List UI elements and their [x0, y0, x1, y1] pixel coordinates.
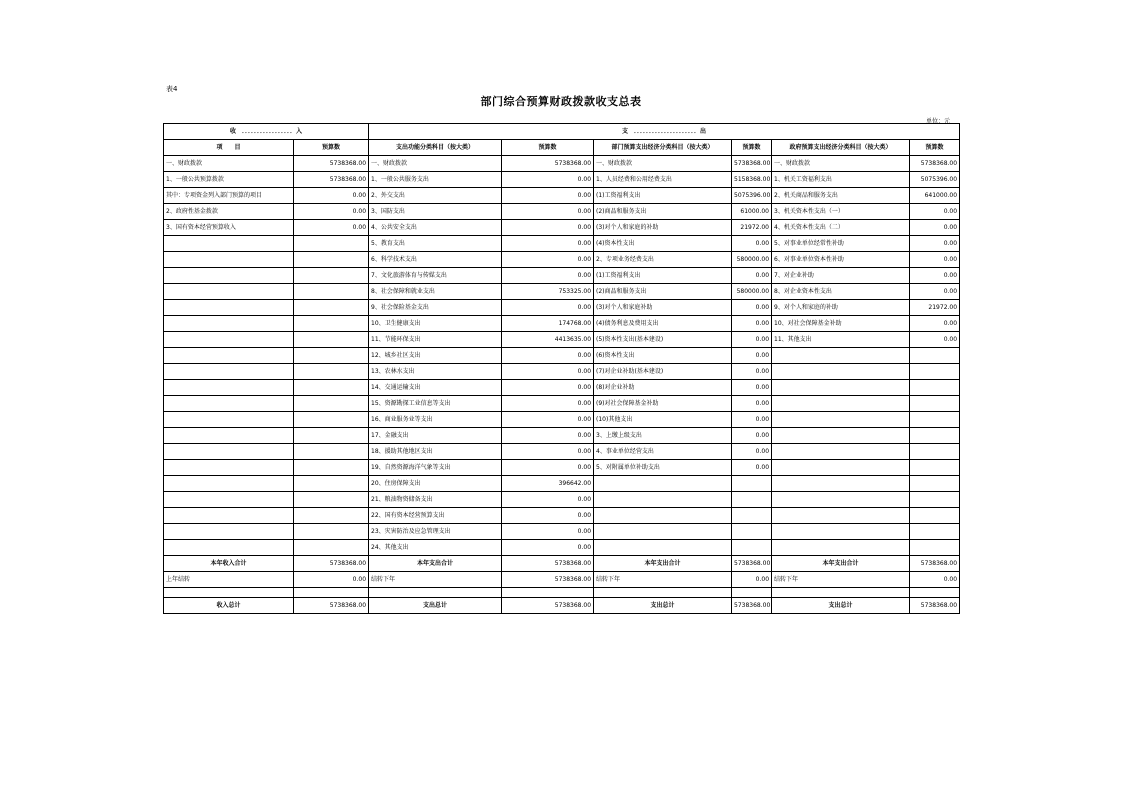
dept-econ-value: 5738368.00	[732, 156, 772, 172]
empty-cell	[772, 588, 910, 598]
dept-econ-item: (4)资本性支出	[594, 236, 732, 252]
dept-econ-item	[594, 476, 732, 492]
gov-econ-item	[772, 380, 910, 396]
dept-econ-value: 5075396.00	[732, 188, 772, 204]
table-row	[164, 316, 960, 332]
func-item: 17、金融支出	[369, 428, 502, 444]
gov-econ-value	[910, 428, 960, 444]
income-value	[294, 412, 369, 428]
dept-econ-item: 3、上缴上级支出	[594, 428, 732, 444]
carry-out-value: 5738368.00	[502, 572, 594, 588]
dept-econ-item: 2、专项业务经费支出	[594, 252, 732, 268]
dept-econ-value: 580000.00	[732, 284, 772, 300]
dept-econ-item: (7)对企业补助(基本建设)	[594, 364, 732, 380]
gov-econ-value	[910, 540, 960, 556]
table-row	[164, 300, 960, 316]
income-value	[294, 252, 369, 268]
gov-econ-value	[910, 508, 960, 524]
dept-econ-value	[732, 540, 772, 556]
dept-econ-item	[594, 540, 732, 556]
income-value	[294, 236, 369, 252]
func-value: 4413635.00	[502, 332, 594, 348]
func-value: 0.00	[502, 508, 594, 524]
income-item	[164, 412, 294, 428]
gov-econ-item	[772, 396, 910, 412]
income-value	[294, 268, 369, 284]
func-item: 12、城乡社区支出	[369, 348, 502, 364]
gov-econ-value: 0.00	[910, 316, 960, 332]
dept-econ-value: 61000.00	[732, 204, 772, 220]
gov-econ-value	[910, 412, 960, 428]
func-item: 5、教育支出	[369, 236, 502, 252]
expense-total-label: 支出总计	[772, 598, 910, 614]
func-value: 0.00	[502, 236, 594, 252]
income-item	[164, 396, 294, 412]
func-value: 0.00	[502, 252, 594, 268]
col-header-budget: 预算数	[910, 140, 960, 156]
dept-econ-value: 0.00	[732, 268, 772, 284]
expense-total-value: 5738368.00	[732, 598, 772, 614]
income-item: 其中：专项资金列入部门预算的项目	[164, 188, 294, 204]
gov-econ-value: 0.00	[910, 284, 960, 300]
dept-econ-item: (2)商品和服务支出	[594, 284, 732, 300]
income-value	[294, 524, 369, 540]
expense-year-total-label: 本年支出合计	[594, 556, 732, 572]
budget-summary-table	[163, 123, 960, 614]
gov-econ-item: 5、对事业单位经常性补助	[772, 236, 910, 252]
dept-econ-item: (1)工资福利支出	[594, 268, 732, 284]
dept-econ-value: 0.00	[732, 428, 772, 444]
income-item: 2、政府性基金拨款	[164, 204, 294, 220]
dept-econ-item: (8)对企业补助	[594, 380, 732, 396]
table-row	[164, 348, 960, 364]
expense-year-total-value: 5738368.00	[732, 556, 772, 572]
dept-econ-item	[594, 492, 732, 508]
dept-econ-item: (6)资本性支出	[594, 348, 732, 364]
dept-econ-item: (2)商品和服务支出	[594, 204, 732, 220]
gov-econ-item: 9、对个人和家庭的补助	[772, 300, 910, 316]
income-group-header: 收 ．．．．．．．．．．．．．．．．．入	[164, 124, 369, 140]
table-label: 表4	[166, 85, 178, 93]
income-value: 0.00	[294, 220, 369, 236]
dept-econ-item: 5、对附属单位补助支出	[594, 460, 732, 476]
func-item: 20、住房保障支出	[369, 476, 502, 492]
table-row	[164, 444, 960, 460]
column-header-row	[164, 140, 960, 156]
income-item: 3、国有资本经营预算收入	[164, 220, 294, 236]
func-item: 4、公共安全支出	[369, 220, 502, 236]
func-item: 15、资源勘探工业信息等支出	[369, 396, 502, 412]
gov-econ-item	[772, 428, 910, 444]
gov-econ-value: 0.00	[910, 236, 960, 252]
dept-econ-item: (5)资本性支出(基本建设)	[594, 332, 732, 348]
gov-econ-item	[772, 364, 910, 380]
dept-econ-value	[732, 492, 772, 508]
gov-econ-item	[772, 460, 910, 476]
gov-econ-item	[772, 524, 910, 540]
gov-econ-value	[910, 380, 960, 396]
func-value: 0.00	[502, 172, 594, 188]
table-row	[164, 156, 960, 172]
gov-econ-value	[910, 444, 960, 460]
table-row	[164, 412, 960, 428]
func-item: 24、其他支出	[369, 540, 502, 556]
income-item	[164, 332, 294, 348]
func-item: 23、灾害防治及应急管理支出	[369, 524, 502, 540]
gov-econ-item	[772, 540, 910, 556]
func-value: 396642.00	[502, 476, 594, 492]
dept-econ-value: 5158368.00	[732, 172, 772, 188]
income-item	[164, 236, 294, 252]
income-item: 一、财政拨款	[164, 156, 294, 172]
income-item	[164, 348, 294, 364]
income-value	[294, 540, 369, 556]
carry-out-label: 结转下年	[772, 572, 910, 588]
col-header-budget: 预算数	[502, 140, 594, 156]
grand-total-row	[164, 598, 960, 614]
expense-total-value: 5738368.00	[502, 598, 594, 614]
group-header-row	[164, 124, 960, 140]
func-item: 2、外交支出	[369, 188, 502, 204]
income-value	[294, 380, 369, 396]
income-item	[164, 476, 294, 492]
dept-econ-value: 0.00	[732, 412, 772, 428]
func-item: 9、社会保险基金支出	[369, 300, 502, 316]
carry-in-value: 0.00	[294, 572, 369, 588]
func-item: 一、财政拨款	[369, 156, 502, 172]
empty-cell	[369, 588, 502, 598]
gov-econ-value	[910, 348, 960, 364]
income-value: 0.00	[294, 204, 369, 220]
dept-econ-item: (3)对个人和家庭的补助	[594, 220, 732, 236]
income-value	[294, 300, 369, 316]
income-value	[294, 364, 369, 380]
carry-out-value: 0.00	[732, 572, 772, 588]
income-item	[164, 508, 294, 524]
gov-econ-item	[772, 348, 910, 364]
func-value: 0.00	[502, 540, 594, 556]
income-item	[164, 444, 294, 460]
dept-econ-item	[594, 524, 732, 540]
gov-econ-value	[910, 396, 960, 412]
expense-total-label: 支出总计	[594, 598, 732, 614]
income-value	[294, 284, 369, 300]
func-item: 18、援助其他地区支出	[369, 444, 502, 460]
func-value: 753325.00	[502, 284, 594, 300]
table-row	[164, 396, 960, 412]
page-title: 部门综合预算财政拨款收支总表	[480, 95, 642, 108]
income-value	[294, 476, 369, 492]
income-value	[294, 332, 369, 348]
gov-econ-item: 1、机关工资福利支出	[772, 172, 910, 188]
expense-year-total-value: 5738368.00	[502, 556, 594, 572]
income-value	[294, 348, 369, 364]
income-value	[294, 508, 369, 524]
dept-econ-value: 21972.00	[732, 220, 772, 236]
table-row	[164, 476, 960, 492]
func-item: 19、自然资源海洋气象等支出	[369, 460, 502, 476]
expense-total-value: 5738368.00	[910, 598, 960, 614]
gov-econ-value	[910, 460, 960, 476]
dept-econ-value: 0.00	[732, 444, 772, 460]
gov-econ-item	[772, 476, 910, 492]
expense-year-total-label: 本年支出合计	[369, 556, 502, 572]
table-row	[164, 540, 960, 556]
dept-econ-value: 0.00	[732, 348, 772, 364]
expense-total-label: 支出总计	[369, 598, 502, 614]
func-value: 0.00	[502, 428, 594, 444]
func-value: 0.00	[502, 364, 594, 380]
gov-econ-item: 6、对事业单位资本性补助	[772, 252, 910, 268]
gov-econ-item: 2、机关商品和服务支出	[772, 188, 910, 204]
col-header-budget: 预算数	[294, 140, 369, 156]
gov-econ-item: 3、机关资本性支出（一）	[772, 204, 910, 220]
dept-econ-value: 0.00	[732, 364, 772, 380]
table-row	[164, 380, 960, 396]
col-header-func: 支出功能分类科目（按大类）	[369, 140, 502, 156]
gov-econ-value	[910, 364, 960, 380]
income-total-value: 5738368.00	[294, 598, 369, 614]
empty-cell	[164, 588, 294, 598]
func-item: 6、科学技术支出	[369, 252, 502, 268]
func-item: 1、一般公共服务支出	[369, 172, 502, 188]
carry-out-label: 结转下年	[369, 572, 502, 588]
income-item	[164, 268, 294, 284]
table-row	[164, 284, 960, 300]
func-value: 0.00	[502, 396, 594, 412]
carry-row	[164, 572, 960, 588]
func-value: 0.00	[502, 444, 594, 460]
income-item	[164, 316, 294, 332]
expense-group-header: 支 ．．．．．．．．．．．．．．．．．．．．．出	[369, 124, 960, 140]
table-row	[164, 236, 960, 252]
table-row	[164, 364, 960, 380]
income-value	[294, 428, 369, 444]
dept-econ-item: (3)对个人和家庭补助	[594, 300, 732, 316]
gov-econ-item: 7、对企业补助	[772, 268, 910, 284]
gov-econ-value: 21972.00	[910, 300, 960, 316]
income-value	[294, 492, 369, 508]
empty-cell	[294, 588, 369, 598]
dept-econ-value: 0.00	[732, 236, 772, 252]
func-item: 16、商业服务业等支出	[369, 412, 502, 428]
dept-econ-item: (1)工资福利支出	[594, 188, 732, 204]
gov-econ-value: 0.00	[910, 252, 960, 268]
func-value: 5738368.00	[502, 156, 594, 172]
gov-econ-item	[772, 412, 910, 428]
table-row	[164, 172, 960, 188]
func-value: 0.00	[502, 188, 594, 204]
year-total-row	[164, 556, 960, 572]
income-total-label: 收入总计	[164, 598, 294, 614]
table-row	[164, 428, 960, 444]
carry-out-label: 结转下年	[594, 572, 732, 588]
empty-cell	[594, 588, 732, 598]
gov-econ-value: 0.00	[910, 220, 960, 236]
table-row	[164, 492, 960, 508]
unit-label: 单位：元	[926, 118, 951, 125]
income-year-total-value: 5738368.00	[294, 556, 369, 572]
income-value: 0.00	[294, 188, 369, 204]
table-row	[164, 204, 960, 220]
income-value: 5738368.00	[294, 156, 369, 172]
gov-econ-value	[910, 492, 960, 508]
gov-econ-value: 5075396.00	[910, 172, 960, 188]
col-header-budget: 预算数	[732, 140, 772, 156]
income-value	[294, 460, 369, 476]
dept-econ-value	[732, 524, 772, 540]
gov-econ-item	[772, 492, 910, 508]
dept-econ-item: 4、事业单位经营支出	[594, 444, 732, 460]
income-item	[164, 380, 294, 396]
col-header-dept-econ: 部门预算支出经济分类科目（按大类）	[594, 140, 732, 156]
dept-econ-item: 1、人员经费和公用经费支出	[594, 172, 732, 188]
table-row	[164, 332, 960, 348]
income-value	[294, 444, 369, 460]
gov-econ-value: 641000.00	[910, 188, 960, 204]
func-value: 174768.00	[502, 316, 594, 332]
income-item	[164, 300, 294, 316]
func-value: 0.00	[502, 412, 594, 428]
empty-cell	[732, 588, 772, 598]
func-item: 10、卫生健康支出	[369, 316, 502, 332]
func-value: 0.00	[502, 380, 594, 396]
table-row	[164, 460, 960, 476]
func-value: 0.00	[502, 460, 594, 476]
income-item	[164, 460, 294, 476]
spacer-row	[164, 588, 960, 598]
income-value	[294, 316, 369, 332]
func-item: 11、节能环保支出	[369, 332, 502, 348]
gov-econ-item: 11、其他支出	[772, 332, 910, 348]
income-item	[164, 524, 294, 540]
dept-econ-item: 一、财政拨款	[594, 156, 732, 172]
income-item	[164, 540, 294, 556]
func-value: 0.00	[502, 492, 594, 508]
func-item: 14、交通运输支出	[369, 380, 502, 396]
col-header-gov-econ: 政府预算支出经济分类科目（按大类）	[772, 140, 910, 156]
dept-econ-value: 0.00	[732, 316, 772, 332]
dept-econ-item: (10)其他支出	[594, 412, 732, 428]
func-value: 0.00	[502, 204, 594, 220]
income-item	[164, 428, 294, 444]
table-row	[164, 524, 960, 540]
gov-econ-item	[772, 444, 910, 460]
col-header-item: 项 目	[164, 140, 294, 156]
func-item: 13、农林水支出	[369, 364, 502, 380]
gov-econ-value	[910, 476, 960, 492]
table-row	[164, 508, 960, 524]
income-item	[164, 284, 294, 300]
dept-econ-value: 0.00	[732, 460, 772, 476]
func-item: 3、国防支出	[369, 204, 502, 220]
income-value	[294, 396, 369, 412]
dept-econ-value: 0.00	[732, 300, 772, 316]
carry-out-value: 0.00	[910, 572, 960, 588]
gov-econ-item	[772, 508, 910, 524]
expense-year-total-label: 本年支出合计	[772, 556, 910, 572]
func-value: 0.00	[502, 348, 594, 364]
dept-econ-value: 0.00	[732, 332, 772, 348]
dept-econ-item: (4)债务利息及费用支出	[594, 316, 732, 332]
gov-econ-item: 4、机关资本性支出（二）	[772, 220, 910, 236]
func-value: 0.00	[502, 268, 594, 284]
table-row	[164, 268, 960, 284]
func-item: 22、国有资本经营预算支出	[369, 508, 502, 524]
func-value: 0.00	[502, 300, 594, 316]
carry-in-label: 上年结转	[164, 572, 294, 588]
dept-econ-item: (9)对社会保障基金补助	[594, 396, 732, 412]
func-item: 21、粮油物资储备支出	[369, 492, 502, 508]
gov-econ-item: 10、对社会保障基金补助	[772, 316, 910, 332]
func-value: 0.00	[502, 524, 594, 540]
dept-econ-value: 0.00	[732, 380, 772, 396]
gov-econ-value: 0.00	[910, 332, 960, 348]
gov-econ-item: 一、财政拨款	[772, 156, 910, 172]
income-year-total-label: 本年收入合计	[164, 556, 294, 572]
expense-year-total-value: 5738368.00	[910, 556, 960, 572]
dept-econ-value	[732, 476, 772, 492]
income-value: 5738368.00	[294, 172, 369, 188]
dept-econ-item	[594, 508, 732, 524]
table-row	[164, 188, 960, 204]
income-item: 1、一般公共预算拨款	[164, 172, 294, 188]
func-item: 7、文化旅游体育与传媒支出	[369, 268, 502, 284]
income-item	[164, 252, 294, 268]
gov-econ-value: 5738368.00	[910, 156, 960, 172]
empty-cell	[502, 588, 594, 598]
func-value: 0.00	[502, 220, 594, 236]
dept-econ-value	[732, 508, 772, 524]
income-item	[164, 492, 294, 508]
gov-econ-value: 0.00	[910, 204, 960, 220]
gov-econ-value	[910, 524, 960, 540]
gov-econ-item: 8、对企业资本性支出	[772, 284, 910, 300]
dept-econ-value: 580000.00	[732, 252, 772, 268]
gov-econ-value: 0.00	[910, 268, 960, 284]
table-row	[164, 252, 960, 268]
income-item	[164, 364, 294, 380]
func-item: 8、社会保障和就业支出	[369, 284, 502, 300]
table-row	[164, 220, 960, 236]
dept-econ-value: 0.00	[732, 396, 772, 412]
empty-cell	[910, 588, 960, 598]
